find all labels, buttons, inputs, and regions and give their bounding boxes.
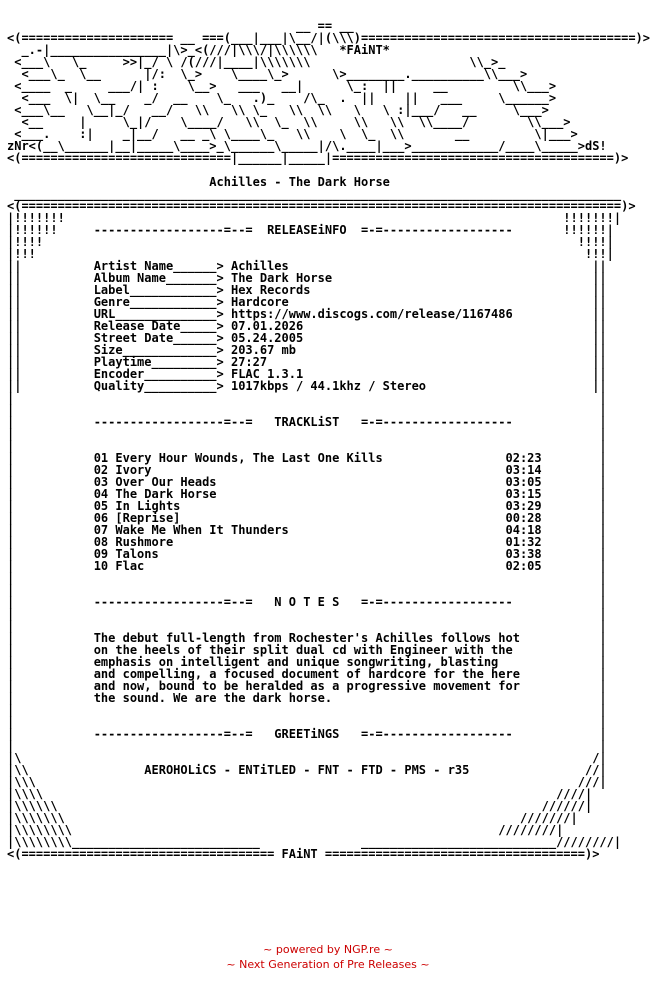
nfo-line: <___. :| _|__/ __ _\ \____\_ \\ \ \_ \\ __ \|___> bbox=[7, 127, 578, 141]
nfo-line: <____ _ ___/| : \__> ___ __| \_: || __ \\___> bbox=[7, 79, 557, 93]
nfo-line: || Genre____________> Hardcore || bbox=[7, 295, 607, 309]
nfo-line: |!!!!!! ------------------=--= RELEASEiNFO =-=------------------ !!!!!!| bbox=[7, 223, 614, 237]
nfo-line: || URL______________> https://www.discogs.com/release/1167486 || bbox=[7, 307, 607, 321]
nfo-line: || Album Name_______> The Dark Horse || bbox=[7, 271, 607, 285]
nfo-line: <(===================== __ ===(___|___|\__/|(\\\)======================================)> bbox=[7, 31, 650, 45]
nfo-line: |!!!! !!!!| bbox=[7, 235, 614, 249]
nfo-line: | | bbox=[7, 739, 607, 753]
nfo-line: | 08 Rushmore 01:32 | bbox=[7, 535, 607, 549]
nfo-line: <__ | \_|/ \____/ \\ \_ \\ \\ \\ \\____/ \\___> bbox=[7, 115, 571, 129]
nfo-line: || Playtime_________> 27:27 || bbox=[7, 355, 607, 369]
nfo-line: |\\\\\\\ ///////| bbox=[7, 811, 578, 825]
nfo-line: | emphasis on intelligent and unique songwriting, blasting | bbox=[7, 655, 607, 669]
nfo-text-block bbox=[7, 20, 650, 860]
nfo-line: | 04 The Dark Horse 03:15 | bbox=[7, 487, 607, 501]
nfo-line: |!!!!!!! !!!!!!!| bbox=[7, 211, 622, 225]
nfo-line: |\\\ ///| bbox=[7, 775, 607, 789]
nfo-line: | ------------------=--= N O T E S =-=------------------ | bbox=[7, 595, 607, 609]
nfo-line: |\\\\ ////| bbox=[7, 787, 593, 801]
nfo-line: | | bbox=[7, 427, 607, 441]
nfo-line: |\\ AEROHOLiCS - ENTiTLED - FNT - FTD - PMS - r35 //| bbox=[7, 763, 607, 777]
nfo-line: | | bbox=[7, 571, 607, 585]
nfo-line: <___ \| \__ _/ __ \_ .)_ /\_ . || || ___ \______> bbox=[7, 91, 557, 105]
nfo-line: |\ /| bbox=[7, 751, 607, 765]
nfo-line: Achilles - The Dark Horse bbox=[7, 175, 390, 189]
nfo-line: |!!! !!!| bbox=[7, 247, 614, 261]
nfo-line: | The debut full-length from Rochester's Achilles follows hot | bbox=[7, 631, 607, 645]
nfo-line: || Encoder__________> FLAC 1.3.1 || bbox=[7, 367, 607, 381]
nfo-line: | | bbox=[7, 619, 607, 633]
nfo-line: | on the heels of their split dual cd with Engineer with the | bbox=[7, 643, 607, 657]
nfo-line: | ------------------=--= GREETiNGS =-=------------------ | bbox=[7, 727, 607, 741]
nfo-line: | and now, bound to be heralded as a progressive movement for | bbox=[7, 679, 607, 693]
nfo-line: ____________________________________________________________________________________ bbox=[7, 187, 622, 201]
nfo-line: | 10 Flac 02:05 | bbox=[7, 559, 607, 573]
nfo-line: | 01 Every Hour Wounds, The Last One Kills 02:23 | bbox=[7, 451, 607, 465]
nfo-line: <___\__ \__|_/ __/ \\ \\ \_ \\ \\ \ \ :|___/ __ \___> bbox=[7, 103, 549, 117]
nfo-line: | | bbox=[7, 583, 607, 597]
nfo-line: || Label____________> Hex Records || bbox=[7, 283, 607, 297]
nfo-line: |\\\\\\ //////| bbox=[7, 799, 593, 813]
nfo-line: |\\\\\\\\__________________________ ___________________________////////| bbox=[7, 835, 622, 849]
nfo-line: || Release Date_____> 07.01.2026 || bbox=[7, 319, 607, 333]
nfo-line: | | bbox=[7, 715, 607, 729]
nfo-line: <(===================================================================================)> bbox=[7, 199, 636, 213]
nfo-line: _.-|________________|\>_<(///|\\\/|\\\\\\ *FAiNT* bbox=[7, 43, 405, 57]
nfo-line: | 06 [Reprise] 00:28 | bbox=[7, 511, 607, 525]
nfo-line: || Size_____________> 203.67 mb || bbox=[7, 343, 607, 357]
nfo-line: | 09 Talons 03:38 | bbox=[7, 547, 607, 561]
nfo-line: | | bbox=[7, 607, 607, 621]
nfo-line: | | bbox=[7, 403, 607, 417]
nfo-line: | 02 Ivory 03:14 | bbox=[7, 463, 607, 477]
nfo-line: <(=================================== FAiNT ====================================)> bbox=[7, 847, 600, 861]
nfo-line: | | bbox=[7, 439, 607, 453]
nfo-line: || Quality__________> 1017kbps / 44.1khz / Stereo || bbox=[7, 379, 607, 393]
nfo-line: || Artist Name______> Achilles || bbox=[7, 259, 607, 273]
nfo-line: || Street Date______> 05.24.2005 || bbox=[7, 331, 607, 345]
nfo-line: | 05 In Lights 03:29 | bbox=[7, 499, 607, 513]
nfo-line: | ------------------=--= TRACKLiST =-=------------------ | bbox=[7, 415, 607, 429]
nfo-line: zNr<(__\______|__|_____\____>_\______\_____|/\.____|___>____________/____\_____>dS! bbox=[7, 139, 607, 153]
nfo-line: <(=============================|______|_____|=======================================)> bbox=[7, 151, 629, 165]
nfo-line: __ == __ bbox=[7, 19, 354, 33]
nfo-line: <___\ \_ >>|_/ \ /(///|____|\\\\\\\ \\_>_ bbox=[7, 55, 506, 69]
nfo-line: |\\\\\\\\ ////////| bbox=[7, 823, 564, 837]
nfo-line: | | bbox=[7, 703, 607, 717]
nfo-line: | 03 Over Our Heads 03:05 | bbox=[7, 475, 607, 489]
nfo-line: <___\_ \__ |/: \_> \____\_> \>________.__________\\___> bbox=[7, 67, 528, 81]
nfo-line: | and compelling, a focused document of hardcore for the here | bbox=[7, 667, 607, 681]
footer-tagline: ~ Next Generation of Pre Releases ~ bbox=[226, 958, 430, 971]
nfo-line: | the sound. We are the dark horse. | bbox=[7, 691, 607, 705]
nfo-line: | | bbox=[7, 391, 607, 405]
nfo-line: | 07 Wake Me When It Thunders 04:18 | bbox=[7, 523, 607, 537]
footer-powered-by: ~ powered by NGP.re ~ bbox=[263, 943, 393, 956]
